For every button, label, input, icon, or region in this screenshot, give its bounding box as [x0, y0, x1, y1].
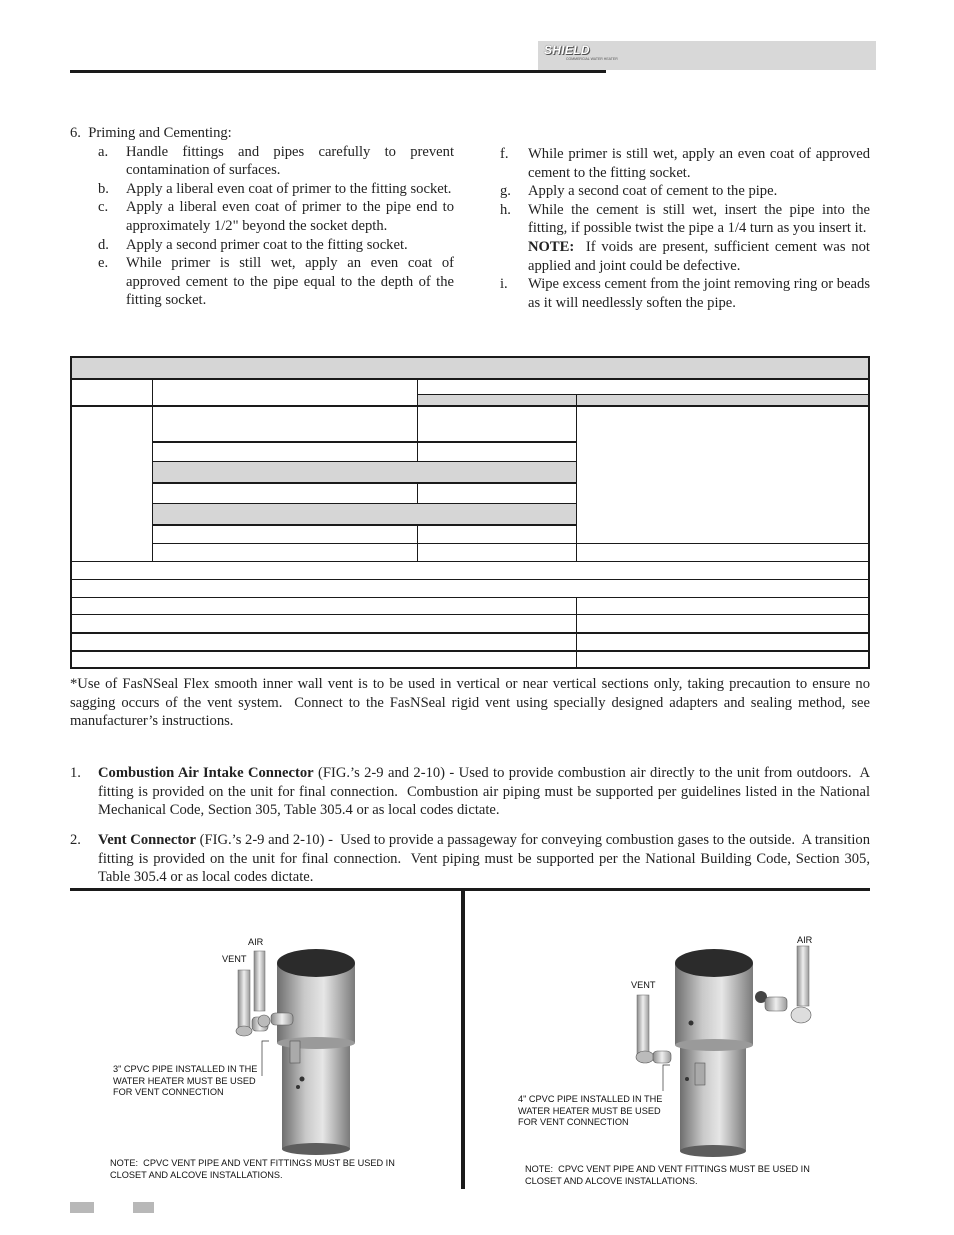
closet-note-left: NOTE: CPVC VENT PIPE AND VENT FITTINGS MUST BE USED IN CLOSET AND ALCOVE INSTALLATIONS. — [110, 1158, 395, 1180]
footer-page-box — [70, 1202, 94, 1213]
vent-label-left: VENT — [222, 954, 247, 964]
list-item: d. Apply a second primer coat to the fitting socket. — [98, 236, 408, 253]
closet-note-right: NOTE: CPVC VENT PIPE AND VENT FITTINGS MUST BE USED IN CLOSET AND ALCOVE INSTALLATIONS. — [525, 1164, 810, 1186]
table-subheader-band — [417, 395, 868, 405]
list-item: h. While the cement is still wet, insert the pipe into the fitting, if possible twist the pipe a 1/4 turn as you insert it. NOTE: If voids are present, sufficient cement was not applied and joint could be defective. — [500, 201, 870, 274]
list-item: g. Apply a second coat of cement to the pipe. — [500, 183, 778, 200]
pipe-note-right: 4" CPVC PIPE INSTALLED IN THE WATER HEATER MUST BE USED FOR VENT CONNECTION — [518, 1094, 663, 1127]
vent-label-right: VENT — [631, 980, 656, 990]
water-heater-illustration-3in — [70, 891, 461, 1191]
definition-combustion-air: 1. Combustion Air Intake Connector (FIG.’s 2-9 and 2-10) - Used to provide combustion air directly to the unit from outdoors. A fitting is provided on the unit for final connection. Combustion air piping must be supported per guidelines listed in the National Mechanical Code, Section 305, Table 305.4 or as local codes dictate. — [70, 765, 871, 819]
priming-steps-right — [500, 145, 870, 312]
list-item: b. Apply a liberal even coat of primer to the fitting socket. — [98, 180, 452, 197]
list-item: a. Handle fittings and pipes carefully to prevent contamination of surfaces. — [98, 143, 454, 179]
list-item: i. Wipe excess cement from the joint removing ring or beads as it will needlessly soften the pipe. — [500, 276, 870, 311]
priming-section-left — [70, 124, 454, 310]
footer-section-box — [133, 1202, 154, 1213]
term-vent-connector: Vent Connector — [98, 832, 196, 848]
logo-subtitle: COMMERCIAL WATER HEATER — [566, 57, 618, 61]
priming-title: 6. Priming and Cementing: — [70, 125, 232, 141]
list-item: c. Apply a liberal even coat of primer to the pipe end to approximately 1/2" beyond the socket depth. — [98, 199, 454, 234]
header-rule — [70, 70, 606, 73]
priming-steps-left — [70, 143, 454, 310]
list-item: f. While primer is still wet, apply an even coat of approved cement to the fitting socket. — [500, 146, 870, 181]
list-item: e. While primer is still wet, apply an even coat of approved cement to the pipe equal to the depth of the fitting socket. — [98, 255, 454, 309]
table-title-band — [72, 358, 868, 378]
term-combustion-air: Combustion Air Intake Connector — [98, 765, 314, 781]
priming-section-right — [500, 145, 870, 312]
table-footnote: *Use of FasNSeal Flex smooth inner wall vent is to be used in vertical or near vertical sections only, taking precaution to ensure no sagging occurs of the vent system. Connect to the FasNSeal rigid vent using specially designed adapters and sealing method, see manufacturer’s instructions. — [70, 676, 870, 730]
air-label-left: AIR — [248, 937, 264, 947]
air-label-right: AIR — [797, 935, 813, 945]
vent-materials-table — [70, 356, 870, 669]
shield-logo: SHIELD — [544, 43, 590, 57]
definition-vent-connector: 2. Vent Connector (FIG.’s 2-9 and 2-10) - Used to provide a passageway for conveying combustion gases to the outside. A transition fitting is provided on the unit for final connection. Vent piping must be supported per the National Building Code, Section 305, Table 305.4 or as local codes dictate. — [70, 832, 870, 886]
pipe-note-left: 3" CPVC PIPE INSTALLED IN THE WATER HEATER MUST BE USED FOR VENT CONNECTION — [113, 1064, 258, 1097]
